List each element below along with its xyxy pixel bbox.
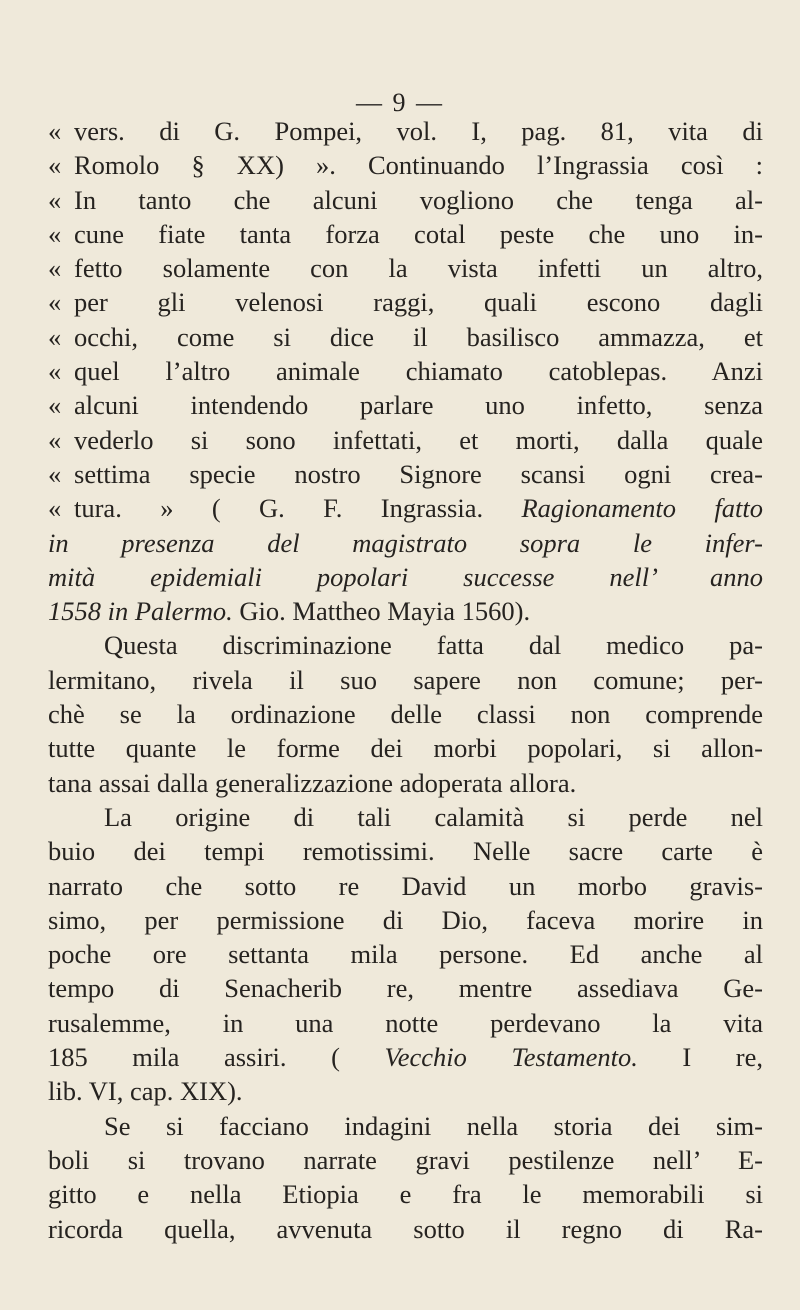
text-segment: Se si facciano indagini nella storia dei sim- (104, 1110, 763, 1141)
text-line (48, 526, 763, 560)
italic-text: Ragionamento fatto (521, 493, 763, 524)
text-line (48, 217, 763, 251)
text-segment: per gli velenosi raggi, quali escono dagli (74, 287, 763, 318)
text-segment: tana assai dalla generalizzazione adoperata allora. (48, 767, 577, 798)
text-segment: Romolo § XX) ». Continuando l’Ingrassia così : (74, 150, 763, 181)
text-line (48, 285, 763, 319)
quote-mark: « (48, 218, 62, 249)
text-line (48, 869, 763, 903)
quote-mark: « (48, 321, 62, 352)
body-text (48, 114, 763, 1246)
text-segment: buio dei tempi remotissimi. Nelle sacre carte è (48, 836, 763, 867)
text-segment: boli si trovano narrate gravi pestilenze nell’ E- (48, 1144, 763, 1175)
text-line (48, 663, 763, 697)
text-segment: settima specie nostro Signore scansi ogni crea- (74, 458, 763, 489)
text-line (48, 628, 763, 662)
text-line (48, 971, 763, 1005)
text-segment: occhi, come si dice il basilisco ammazza, et (74, 321, 763, 352)
text-line (48, 251, 763, 285)
text-segment: tutte quante le forme dei morbi popolari, si allon- (48, 733, 763, 764)
text-line (48, 148, 763, 182)
text-segment: poche ore settanta mila persone. Ed anche al (48, 939, 763, 970)
text-segment: rusalemme, in una notte perdevano la vita (48, 1007, 763, 1038)
text-segment: 185 mila assiri. ( (48, 1042, 385, 1073)
text-line (48, 1006, 763, 1040)
text-segment: tura. » ( G. F. Ingrassia. (74, 493, 522, 524)
italic-text: Vecchio Testamento. (384, 1042, 638, 1073)
text-line (48, 903, 763, 937)
text-line (48, 320, 763, 354)
text-segment: lermitano, rivela il suo sapere non comune; per- (48, 664, 763, 695)
text-line (48, 1212, 763, 1246)
text-segment: gitto e nella Etiopia e fra le memorabili si (48, 1179, 763, 1210)
italic-text: mità epidemiali popolari successe nell’ anno (48, 561, 763, 592)
text-line (48, 560, 763, 594)
text-segment: Questa discriminazione fatta dal medico pa- (104, 630, 763, 661)
quote-mark: « (48, 287, 62, 318)
text-line (48, 183, 763, 217)
quote-mark: « (48, 253, 62, 284)
text-segment: ricorda quella, avvenuta sotto il regno di Ra- (48, 1213, 763, 1244)
text-line (48, 1143, 763, 1177)
text-segment: tempo di Senacherib re, mentre assediava Ge- (48, 973, 763, 1004)
text-line (48, 388, 763, 422)
quote-mark: « (48, 356, 62, 387)
quote-mark: « (48, 424, 62, 455)
text-line (48, 594, 763, 628)
quote-mark: « (48, 390, 62, 421)
page-number: — 9 — (356, 88, 444, 117)
text-line (48, 1074, 763, 1108)
text-segment: Gio. Mattheo Mayia 1560). (232, 596, 531, 627)
quote-mark: « (48, 458, 62, 489)
text-line (48, 1040, 763, 1074)
text-segment: lib. VI, cap. XIX). (48, 1076, 243, 1107)
text-line (48, 354, 763, 388)
text-segment: I re, (637, 1042, 763, 1073)
quote-mark: « (48, 184, 62, 215)
text-segment: In tanto che alcuni vogliono che tenga al- (74, 184, 763, 215)
text-line (48, 697, 763, 731)
text-segment: alcuni intendendo parlare uno infetto, senza (74, 390, 763, 421)
text-line (48, 937, 763, 971)
text-line (48, 114, 763, 148)
text-segment: vederlo si sono infettati, et morti, dalla quale (74, 424, 763, 455)
text-segment: La origine di tali calamità si perde nel (104, 801, 763, 832)
text-line (48, 766, 763, 800)
text-line (48, 834, 763, 868)
text-line (48, 491, 763, 525)
text-segment: fetto solamente con la vista infetti un altro, (74, 253, 763, 284)
text-line (48, 457, 763, 491)
text-segment: narrato che sotto re David un morbo gravis- (48, 870, 763, 901)
text-segment: simo, per permissione di Dio, faceva morire in (48, 904, 763, 935)
italic-text: in presenza del magistrato sopra le infer- (48, 527, 763, 558)
text-line (48, 423, 763, 457)
quote-mark: « (48, 493, 62, 524)
text-line (48, 731, 763, 765)
italic-text: 1558 in Palermo. (48, 596, 233, 627)
text-line (48, 800, 763, 834)
text-line (48, 1109, 763, 1143)
quote-mark: « (48, 150, 62, 181)
text-segment: chè se la ordinazione delle classi non comprende (48, 699, 763, 730)
quote-mark: « (48, 116, 62, 146)
text-segment: quel l’altro animale chiamato catoblepas. Anzi (74, 356, 763, 387)
text-segment: vers. di G. Pompei, vol. I, pag. 81, vita di (74, 116, 763, 146)
text-segment: cune fiate tanta forza cotal peste che uno in- (74, 218, 763, 249)
text-line (48, 1177, 763, 1211)
